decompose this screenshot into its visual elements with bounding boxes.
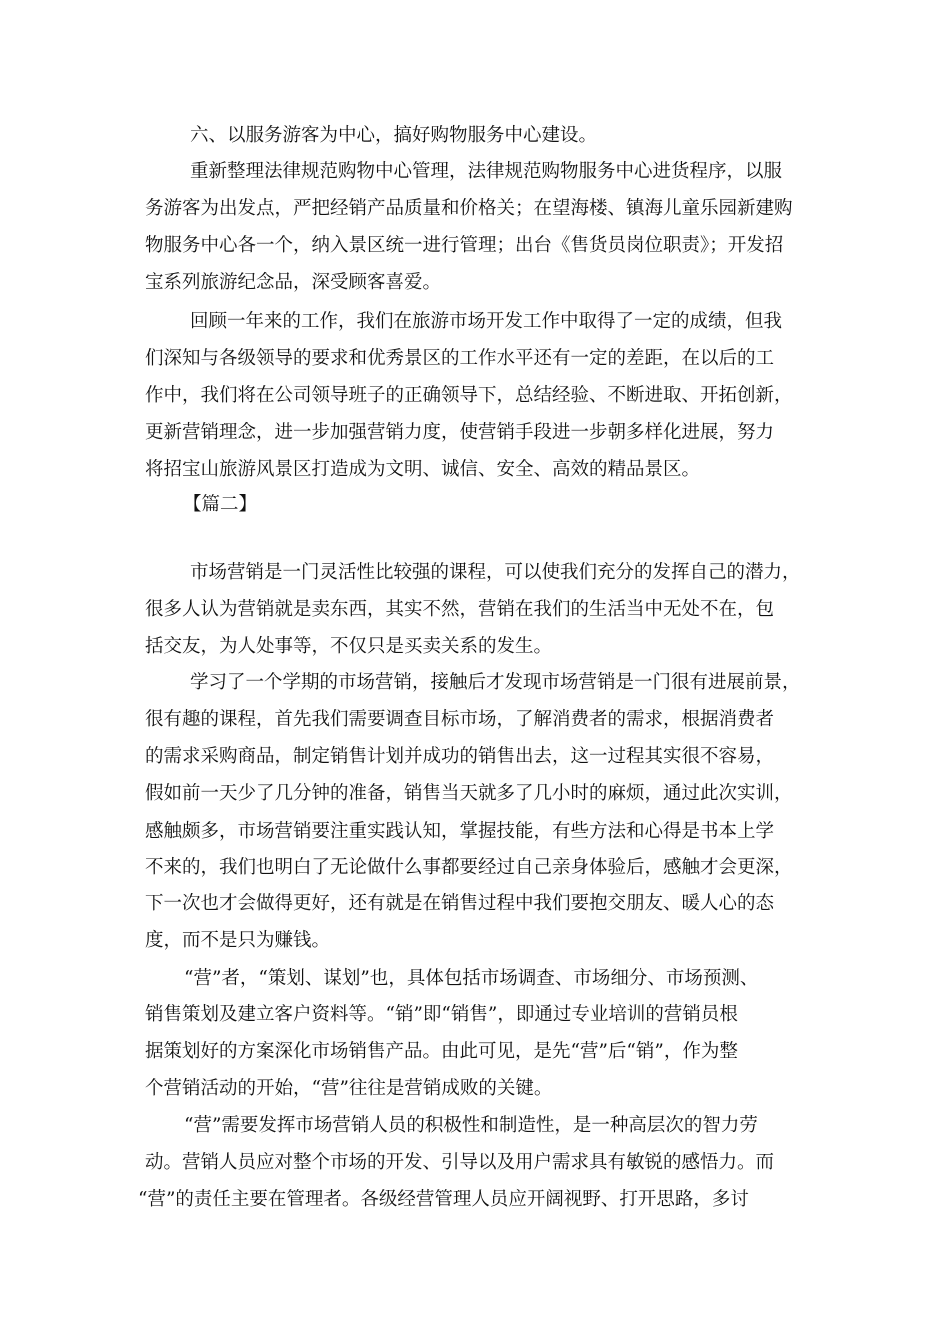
section-title: 【篇二】 [183, 494, 258, 515]
paragraph-line: 不来的，我们也明白了无论做什么事都要经过自己亲身体验后，感触才会更深， [145, 857, 793, 878]
paragraph-line: 假如前一天少了几分钟的准备，销售当天就多了几小时的麻烦，通过此次实训， [145, 783, 793, 804]
paragraph-line: “营”者，“策划、谋划”也，具体包括市场调查、市场细分、市场预测、 [184, 968, 759, 989]
paragraph-line: 据策划好的方案深化市场销售产品。由此可见，是先“营”后“销”，作为整 [145, 1041, 738, 1062]
paragraph-line: 回顾一年来的工作，我们在旅游市场开发工作中取得了一定的成绩，但我 [190, 311, 783, 332]
paragraph-line: 销售策划及建立客户资料等。“销”即“销售”，即通过专业培训的营销员根 [145, 1004, 738, 1025]
paragraph-line: 们深知与各级领导的要求和优秀景区的工作水平还有一定的差距，在以后的工 [145, 348, 775, 369]
paragraph-line: 感触颇多，市场营销要注重实践认知，掌握技能，有些方法和心得是书本上学 [145, 821, 775, 842]
paragraph-line: “营”需要发挥市场营销人员的积极性和制造性，是一种高层次的智力劳 [184, 1115, 758, 1136]
paragraph-line: 度，而不是只为赚钱。 [145, 930, 331, 951]
paragraph-line: 很多人认为营销就是卖东西，其实不然，营销在我们的生活当中无处不在，包 [145, 599, 775, 620]
paragraph-line: 括交友，为人处事等，不仅只是买卖关系的发生。 [145, 636, 553, 657]
paragraph-line: 的需求采购商品，制定销售计划并成功的销售出去，这一过程其实很不容易， [145, 746, 775, 767]
paragraph-line: 学习了一个学期的市场营销，接触后才发现市场营销是一门很有进展前景， [190, 672, 801, 693]
paragraph-line: 重新整理法律规范购物中心管理，法律规范购物服务中心进货程序，以服 [190, 161, 783, 182]
paragraph-line: 市场营销是一门灵活性比较强的课程，可以使我们充分的发挥自己的潜力， [190, 562, 801, 583]
paragraph-line: 务游客为出发点，严把经销产品质量和价格关；在望海楼、镇海儿童乐园新建购 [145, 198, 793, 219]
paragraph-line: 很有趣的课程，首先我们需要调查目标市场，了解消费者的需求，根据消费者 [145, 709, 775, 730]
paragraph-line: 动。营销人员应对整个市场的开发、引导以及用户需求具有敏锐的感悟力。而 [145, 1152, 775, 1173]
paragraph-line: “营”的责任主要在管理者。各级经营管理人员应开阔视野、打开思路，多讨 [138, 1189, 749, 1210]
paragraph-line: 个营销活动的开始，“营”往往是营销成败的关键。 [145, 1078, 553, 1099]
paragraph-line: 物服务中心各一个，纳入景区统一进行管理；出台《售货员岗位职责》；开发招 [145, 235, 784, 256]
paragraph-line: 更新营销理念，进一步加强营销力度，使营销手段进一步朝多样化进展，努力 [145, 422, 775, 443]
section-heading: 六、以服务游客为中心，搞好购物服务中心建设。 [190, 125, 598, 146]
paragraph-line: 将招宝山旅游风景区打造成为文明、诚信、安全、高效的精品景区。 [145, 459, 701, 480]
paragraph-line: 宝系列旅游纪念品，深受顾客喜爱。 [145, 272, 442, 293]
paragraph-line: 作中，我们将在公司领导班子的正确领导下，总结经验、不断进取、开拓创新， [145, 385, 793, 406]
paragraph-line: 下一次也才会做得更好，还有就是在销售过程中我们要抱交朋友、暖人心的态 [145, 893, 775, 914]
